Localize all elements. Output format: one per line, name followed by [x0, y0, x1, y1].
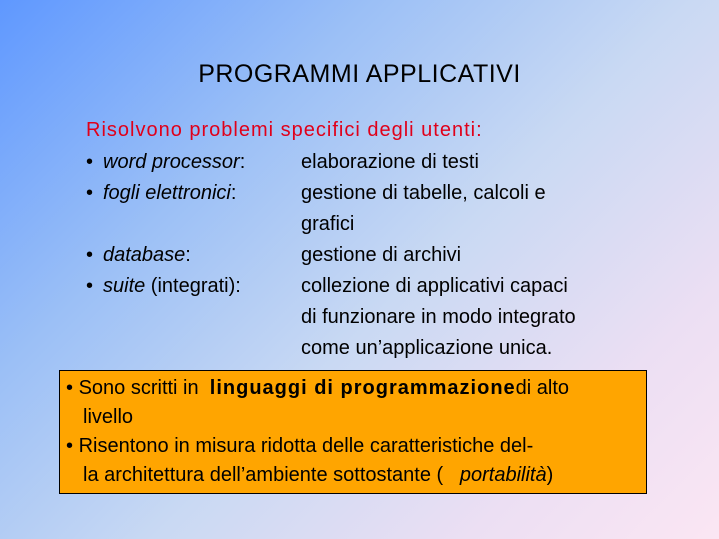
bold-keyword: linguaggi di programmazione: [209, 377, 516, 399]
description-line: gestione di tabelle, calcoli e: [301, 182, 546, 204]
box-line-1: • Sono scritti in linguaggi di programmazionedi alto: [66, 377, 570, 399]
item-suffix: :: [185, 244, 191, 266]
description-line: di funzionare in modo integrato: [301, 306, 576, 328]
bullet-icon: •: [86, 182, 94, 204]
slide-subtitle: Risolvono problemi specifici degli utenti:: [86, 119, 483, 141]
italic-keyword: portabilità: [459, 464, 547, 486]
box-line-4: la architettura dell’ambiente sottostante ( portabilità): [83, 464, 554, 486]
item-term: word processor: [103, 151, 240, 173]
item-suffix: :: [239, 151, 246, 173]
description-line: gestione di archivi: [301, 244, 462, 266]
item-term: suite: [103, 275, 146, 297]
highlight-box: [59, 370, 647, 494]
item-description: [301, 271, 576, 364]
box-line-3: • Risentono in misura ridotta delle caratteristiche del-: [66, 435, 534, 457]
item-term: database: [103, 244, 186, 266]
item-description: [301, 178, 546, 240]
item-suffix: (integrati):: [145, 275, 241, 297]
description-line: elaborazione di testi: [301, 151, 479, 173]
description-line: collezione di applicativi capaci: [301, 275, 568, 297]
bullet-icon: •: [66, 435, 74, 457]
list-item-database: [86, 244, 191, 267]
description-line: come un’applicazione unica.: [301, 337, 553, 359]
bullet-icon: •: [86, 244, 94, 266]
list-item-fogli-elettronici: [86, 182, 236, 205]
slide-title: PROGRAMMI APPLICATIVI: [198, 60, 521, 88]
list-item-word-processor: [86, 151, 245, 174]
bullet-icon: •: [86, 275, 94, 297]
bullet-icon: •: [66, 377, 74, 399]
item-description: [301, 240, 461, 271]
box-line-2: livello: [83, 406, 134, 428]
list-item-suite: [86, 275, 241, 298]
item-description: [301, 147, 479, 178]
item-term: fogli elettronici: [103, 182, 231, 204]
item-suffix: :: [230, 182, 237, 204]
description-line: grafici: [301, 213, 355, 235]
bullet-icon: •: [86, 151, 94, 173]
